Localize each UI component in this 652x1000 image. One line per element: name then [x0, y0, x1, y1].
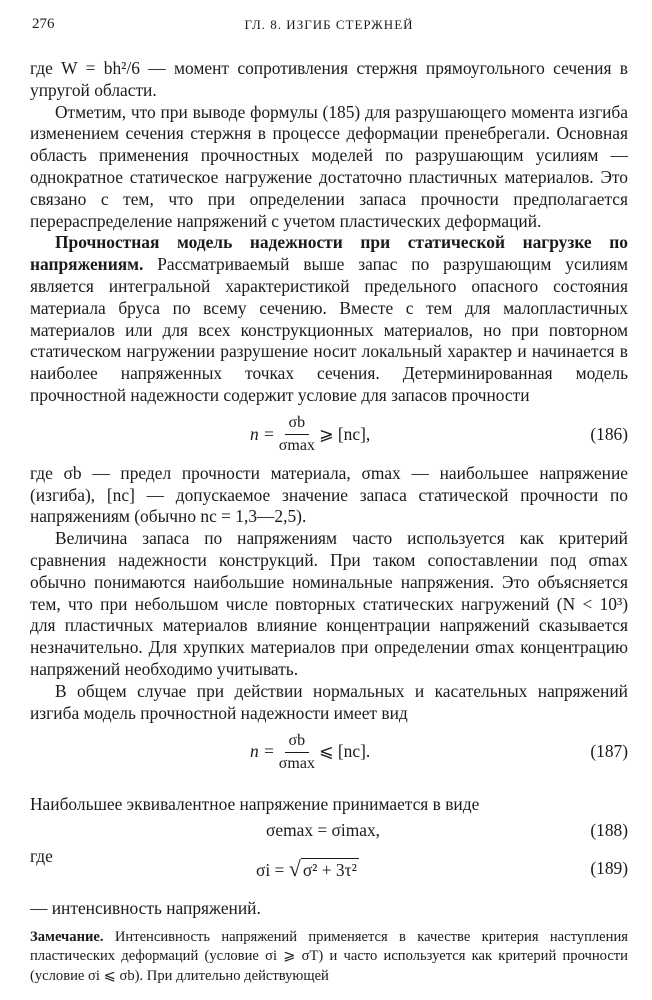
formula-189	[30, 854, 628, 888]
formula-189-number: (189)	[590, 857, 628, 878]
paragraph-section-modulus: где W = bh²/6 — момент сопротивления стержня прямоугольного сечения в упругой области.	[30, 58, 628, 100]
formula-187-rhs: ⩽ [nc].	[318, 741, 371, 762]
paragraph-general-case: В общем случае при действии нормальных и касательных напряжений изгиба модель прочностной надежности имеет вид	[30, 680, 628, 723]
paragraph-where: где	[30, 846, 53, 867]
formula-186-number: (186)	[590, 423, 628, 444]
formula-187-denominator: σmax	[278, 754, 315, 772]
formula-186-numerator: σb	[285, 413, 310, 435]
formula-186-lhs: n =	[250, 423, 275, 444]
running-header	[30, 10, 628, 36]
formula-186-fraction	[279, 413, 315, 456]
formula-187-number: (187)	[590, 741, 628, 762]
formula-188	[30, 816, 628, 846]
formula-188-expr: σemax = σimax,	[266, 820, 381, 841]
formula-187-lhs: n =	[250, 741, 275, 762]
paragraph-stress-model-body: Рассматриваемый выше запас по разрушающим усилиям является интегральной характеристикой предельного опасного состояния материала бруса по всему сечению. Вместе с тем для малопластичных материалов или для всех конструкционных материалов, но при повторном статическом нагружении разрушение носит локальный характер и начинается в наиболее напряженных точках сечения. Детерминированная модель прочностной надежности содержит условие для запасов прочности	[30, 254, 628, 405]
paragraph-formula-185-note: Отметим, что при выводе формулы (185) для разрушающего момента изгиба изменением сечения стержня в процессе деформации пренебрегали. Основная область применения прочностных моделей по разрушающим усилиям — однократное статическое нагружение достаточно пластичных материалов. Это связано с тем, что при определении запаса прочности предполагается перераспределение напряжений с учетом пластических деформаций.	[30, 101, 628, 231]
paragraph-intensity: — интенсивность напряжений.	[30, 897, 261, 918]
note-heading: Замечание.	[30, 928, 104, 945]
page	[30, 10, 628, 986]
section-heading: Прочностная модель надежности при статической нагрузке по напряжениям.	[30, 232, 628, 275]
paragraph-stress-model	[30, 232, 628, 406]
paragraph-stress-margin: Величина запаса по напряжениям часто используется как критерий сравнения надежности конструкций. При таком сопоставлении под σmax обычно понимаются наибольшие номинальные напряжения. Это объясняется тем, что при небольшом числе повторных статических нагружений (N < 10³) для пластичных материалов влияние концентрации напряжений сказывается незначительно. Для хрупких материалов при определении σmax концентрацию напряжений необходимо учитывать.	[30, 528, 628, 679]
sqrt-sign: √	[288, 855, 301, 881]
formula-189-radicand: σ² + 3τ²	[302, 859, 357, 880]
note	[30, 928, 628, 987]
formula-186-denominator: σmax	[278, 437, 315, 455]
formula-186-rhs: ⩾ [nc],	[318, 423, 371, 444]
note-body: Интенсивность напряжений применяется в качестве критерия наступления пластических деформаций (условие σi ⩾ σT) и часто используется как критерий прочности (условие σi ⩽ σb). При длительно действующей	[30, 928, 628, 984]
formula-187-numerator: σb	[285, 731, 310, 753]
running-title: ГЛ. 8. ИЗГИБ СТЕРЖНЕЙ	[244, 17, 414, 32]
page-number: 276	[32, 16, 55, 32]
formula-189-lhs: σi =	[256, 859, 285, 880]
paragraph-notation: где σb — предел прочности материала, σmax — наибольшее напряжение (изгиба), [nc] — допускаемое значение запаса статической прочности по напряжениям (обычно nc = 1,3—2,5).	[30, 462, 628, 527]
paragraph-equivalent-stress: Наибольшее эквивалентное напряжение принимается в виде	[30, 794, 480, 815]
formula-188-number: (188)	[590, 820, 628, 841]
formula-187-fraction	[279, 731, 315, 774]
formula-186	[30, 407, 628, 463]
formula-187	[30, 724, 628, 780]
